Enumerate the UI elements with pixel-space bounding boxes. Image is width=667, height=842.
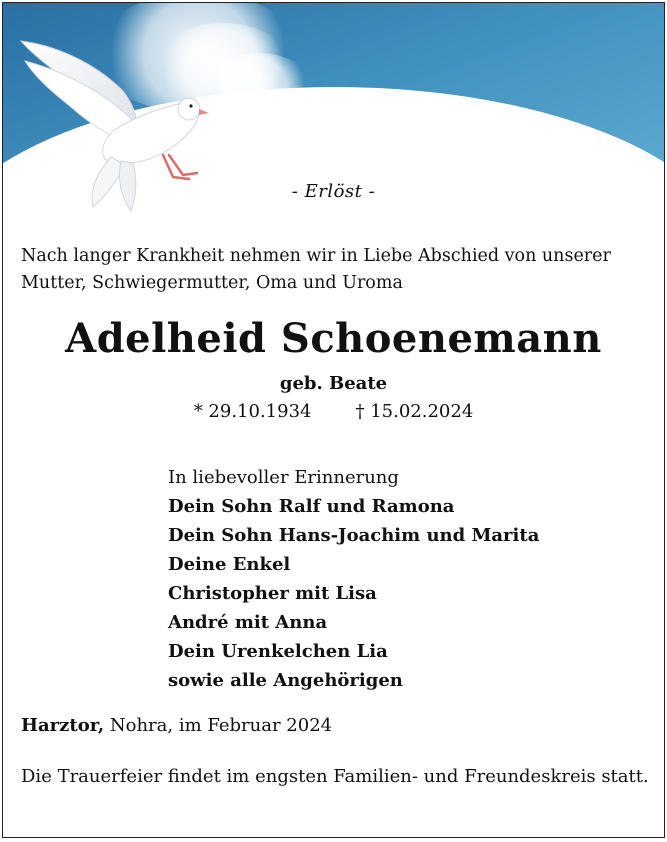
mourner-line: Dein Urenkelchen Lia [168,641,388,662]
life-dates [3,401,664,422]
mourners-list [168,463,648,695]
mourner-line: Dein Sohn Hans-Joachim und Marita [168,525,540,546]
birth-name: geb. Beate [279,373,388,394]
obituary-card [2,2,665,838]
place-rest: Nohra, im Februar 2024 [104,715,333,736]
mourner-line: André mit Anna [168,612,328,633]
mourner-line: Christopher mit Lisa [168,583,377,604]
mourner-line: sowie alle Angehörigen [168,670,403,691]
mourner-line: Dein Sohn Ralf und Ramona [168,496,455,517]
death-date: † 15.02.2024 [355,401,474,422]
birth-date: * 29.10.1934 [193,401,312,422]
obituary-text [3,3,664,837]
funeral-note: Die Trauerfeier findet im engsten Familien- und Freundeskreis statt. [21,766,649,787]
mourner-line: Deine Enkel [168,554,291,575]
motto: - Erlöst - [291,181,376,202]
place-bold: Harztor, [21,715,105,736]
deceased-name: Adelheid Schoenemann [65,315,602,362]
mourners-heading: In liebevoller Erinnerung [168,467,399,488]
place-and-date [21,715,651,736]
intro-text: Nach langer Krankheit nehmen wir in Liebe Abschied von unserer Mutter, Schwiegermutter, Oma und Uroma [21,246,611,293]
